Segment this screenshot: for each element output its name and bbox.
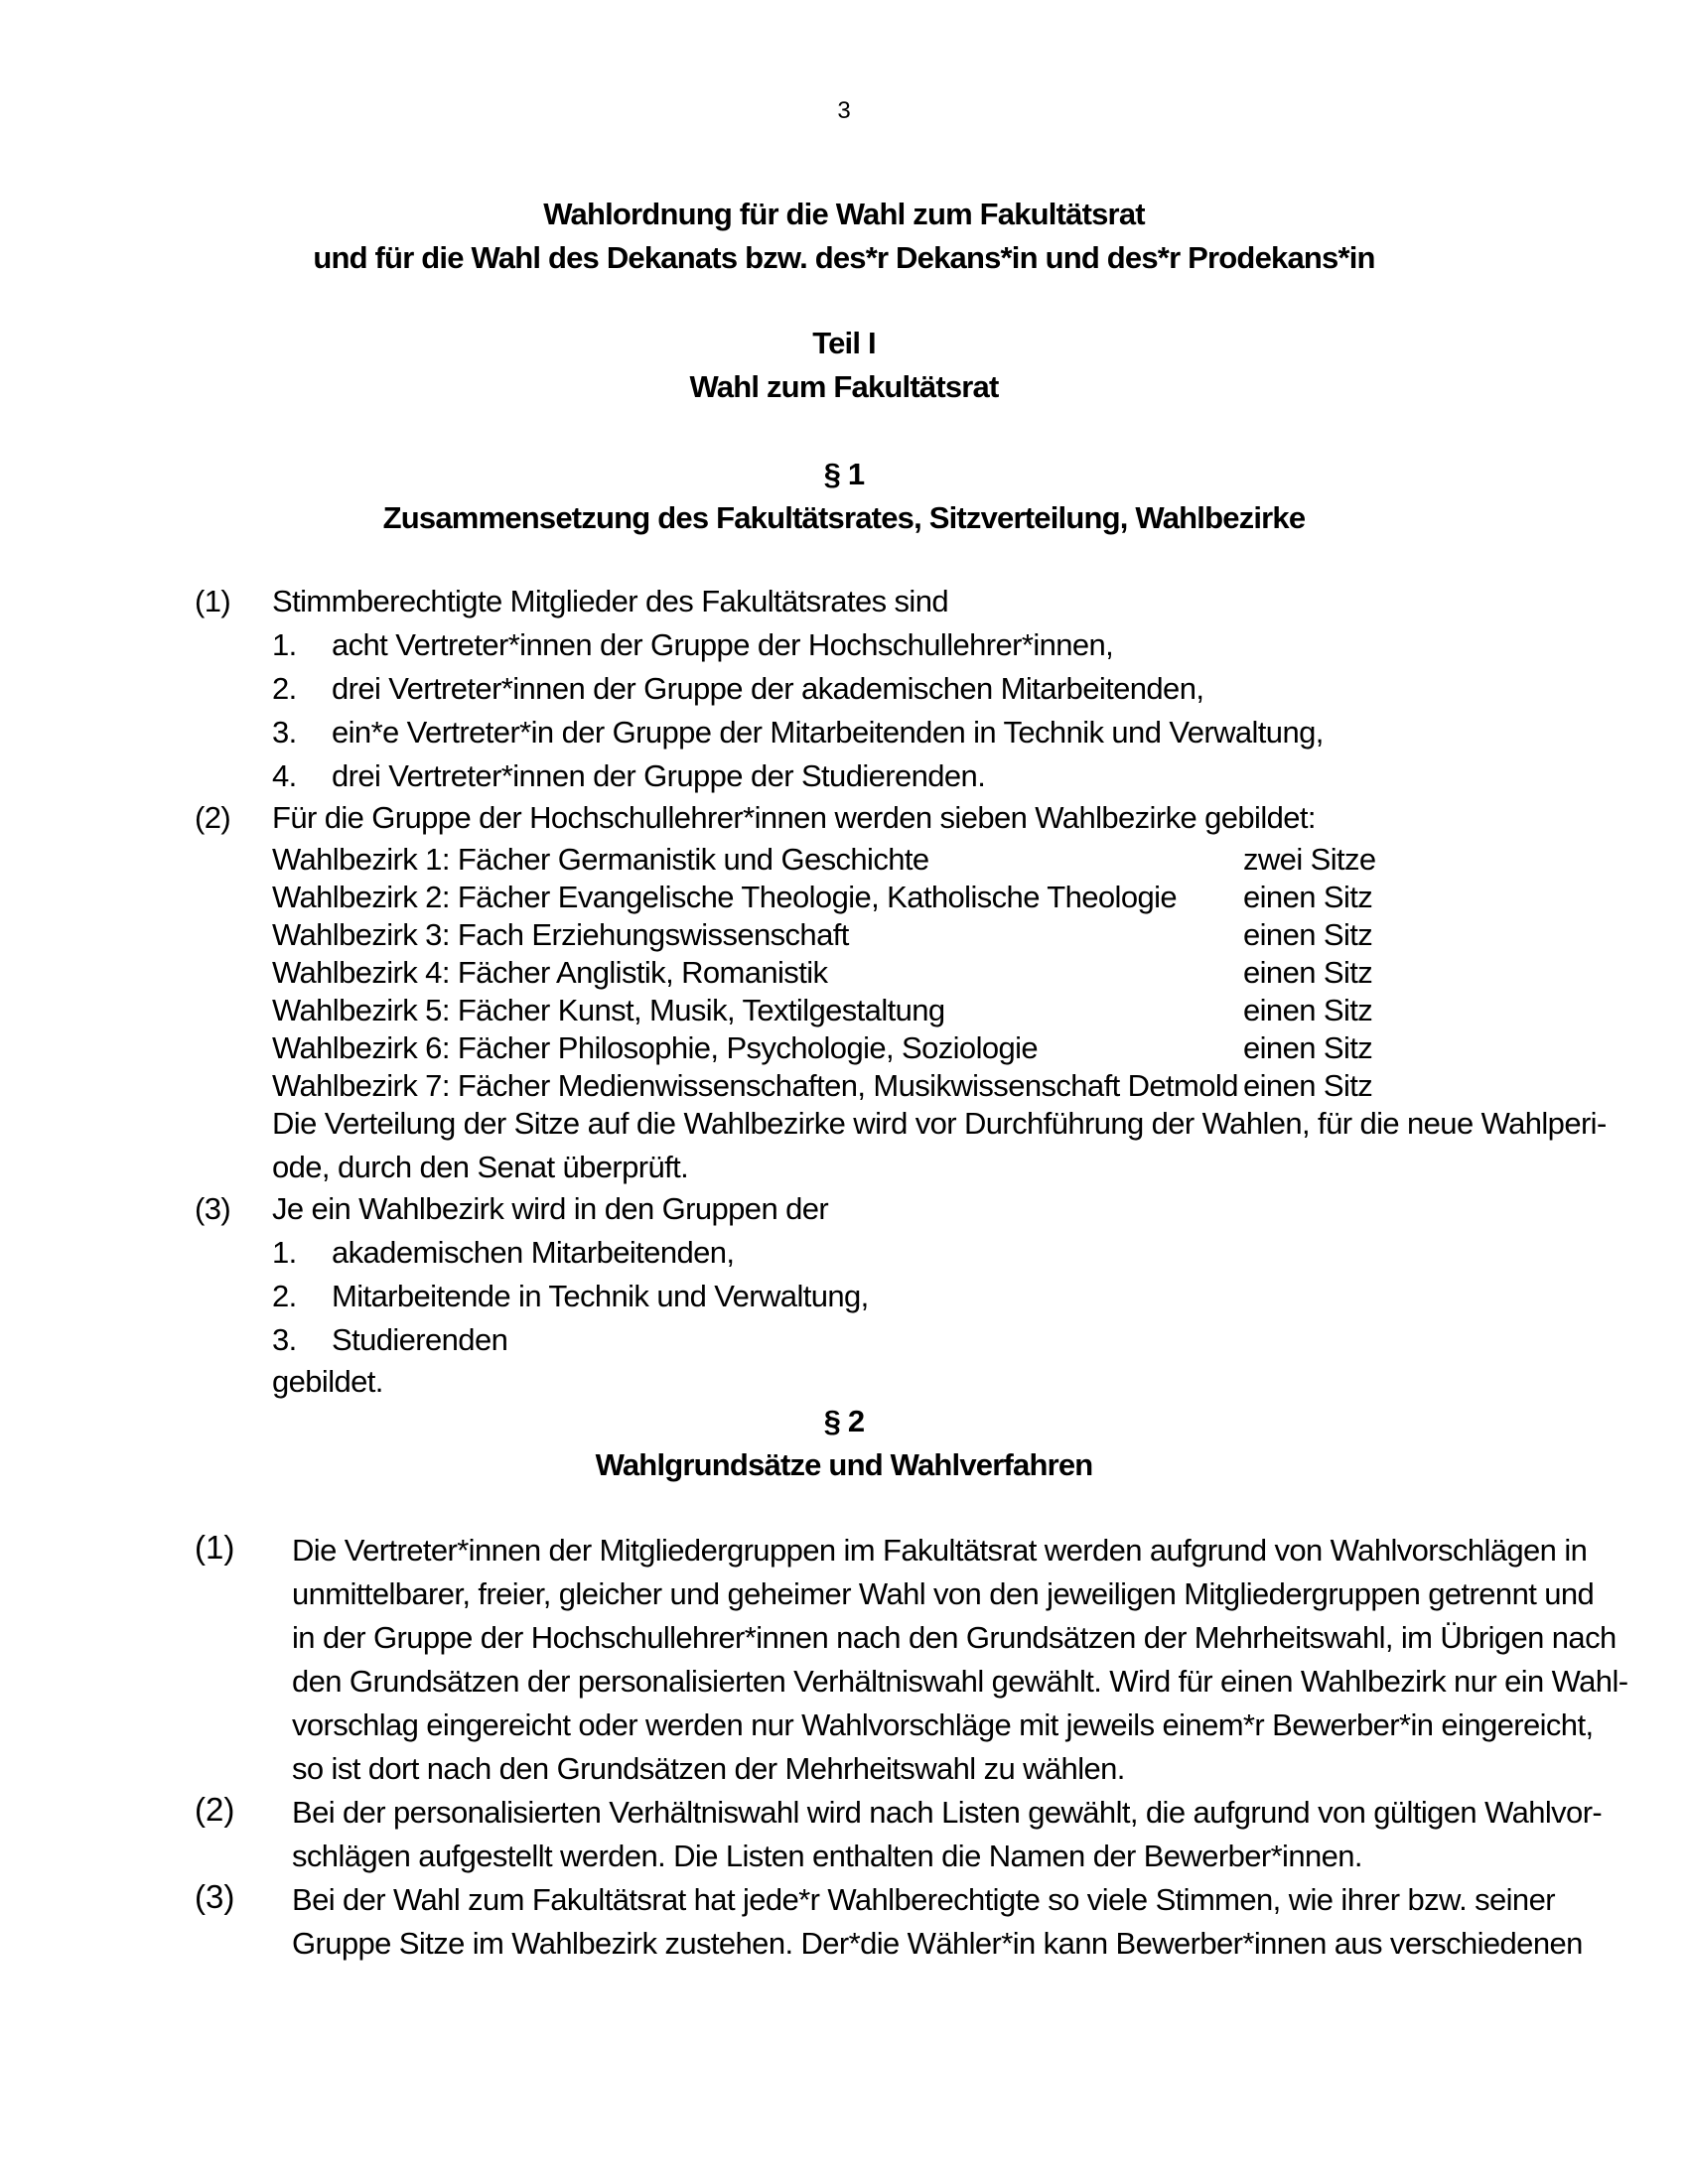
district-name: Wahlbezirk 2: Fächer Evangelische Theologie, Katholische Theologie <box>272 880 1178 914</box>
district-name: Wahlbezirk 5: Fächer Kunst, Musik, Textilgestaltung <box>272 993 945 1027</box>
district-name: Wahlbezirk 6: Fächer Philosophie, Psychologie, Soziologie <box>272 1030 1039 1065</box>
s2-p1-line: Die Vertreter*innen der Mitgliedergruppen im Fakultätsrat werden aufgrund von Wahlvorschlägen in <box>292 1533 1588 1568</box>
district-name: Wahlbezirk 1: Fächer Germanistik und Geschichte <box>272 842 929 877</box>
s1-p1-item-number: 2. <box>272 671 297 706</box>
s1-p1-item-text: ein*e Vertreter*in der Gruppe der Mitarbeitenden in Technik und Verwaltung, <box>332 715 1324 750</box>
district-seats: einen Sitz <box>1243 1030 1373 1065</box>
document-title-line1: Wahlordnung für die Wahl zum Fakultätsrat <box>543 197 1145 231</box>
district-seats: zwei Sitze <box>1243 842 1376 877</box>
s1-p2-text: Für die Gruppe der Hochschullehrer*innen werden sieben Wahlbezirke gebildet: <box>272 800 1316 835</box>
s1-p3-item-text: Studierenden <box>332 1322 508 1357</box>
s2-p3-line: Gruppe Sitze im Wahlbezirk zustehen. Der*die Wähler*in kann Bewerber*innen aus verschiedenen <box>292 1926 1583 1961</box>
s1-p3-number: (3) <box>195 1191 231 1226</box>
s2-p3-line: Bei der Wahl zum Fakultätsrat hat jede*r Wahlberechtigte so viele Stimmen, wie ihrer bzw. seiner <box>292 1882 1555 1917</box>
s1-p1-text: Stimmberechtigte Mitglieder des Fakultätsrates sind <box>272 584 948 618</box>
s2-p1-line: vorschlag eingereicht oder werden nur Wahlvorschläge mit jeweils einem*r Bewerber*in eingereicht, <box>292 1707 1594 1742</box>
s2-p1-body <box>292 1529 1628 1791</box>
section1-heading: Zusammensetzung des Fakultätsrates, Sitzverteilung, Wahlbezirke <box>382 500 1306 535</box>
s2-p2-number: (2) <box>195 1791 235 1828</box>
s1-p1-number: (1) <box>195 584 231 618</box>
district-name: Wahlbezirk 7: Fächer Medienwissenschaften, Musikwissenschaft Detmold <box>272 1068 1238 1103</box>
s1-p1-item-text: drei Vertreter*innen der Gruppe der Studierenden. <box>332 758 986 793</box>
page-number: 3 <box>837 97 851 124</box>
district-seats: einen Sitz <box>1243 993 1373 1027</box>
section2-symbol: § 2 <box>823 1404 865 1438</box>
s2-p1-line: den Grundsätzen der personalisierten Verhältniswahl gewählt. Wird für einen Wahlbezirk nur ein Wahl- <box>292 1664 1628 1699</box>
s1-p3-item-text: akademischen Mitarbeitenden, <box>332 1235 735 1270</box>
s1-p1-item-number: 1. <box>272 627 297 662</box>
s1-p3-text: Je ein Wahlbezirk wird in den Gruppen der <box>272 1191 829 1226</box>
s1-p3-item-number: 1. <box>272 1235 297 1270</box>
district-seats: einen Sitz <box>1243 917 1373 952</box>
s1-p3-item-number: 3. <box>272 1322 297 1357</box>
s2-p1-line: in der Gruppe der Hochschullehrer*innen nach den Grundsätzen der Mehrheitswahl, im Übrigen nach <box>292 1620 1617 1655</box>
s2-p1-number: (1) <box>195 1529 235 1566</box>
section2-heading: Wahlgrundsätze und Wahlverfahren <box>595 1447 1093 1482</box>
s1-p2-number: (2) <box>195 800 231 835</box>
s2-p1-line: unmittelbarer, freier, gleicher und geheimer Wahl von den jeweiligen Mitgliedergruppen getrennt und <box>292 1576 1595 1611</box>
s2-p3-number: (3) <box>195 1878 235 1915</box>
district-seats: einen Sitz <box>1243 1068 1373 1103</box>
s2-p3-body <box>292 1878 1583 1966</box>
district-seats: einen Sitz <box>1243 880 1373 914</box>
section1-symbol: § 1 <box>823 457 865 491</box>
s1-p3-item-number: 2. <box>272 1279 297 1313</box>
part-label: Teil I <box>812 326 876 360</box>
district-name: Wahlbezirk 4: Fächer Anglistik, Romanistik <box>272 955 828 990</box>
district-seats: einen Sitz <box>1243 955 1373 990</box>
s2-p2-line: Bei der personalisierten Verhältniswahl wird nach Listen gewählt, die aufgrund von gültigen Wahlvor- <box>292 1795 1603 1830</box>
s2-p1-line: so ist dort nach den Grundsätzen der Mehrheitswahl zu wählen. <box>292 1751 1125 1786</box>
s1-p1-item-text: acht Vertreter*innen der Gruppe der Hochschullehrer*innen, <box>332 627 1114 662</box>
s1-p3-item-text: Mitarbeitende in Technik und Verwaltung, <box>332 1279 869 1313</box>
s2-p2-line: schlägen aufgestellt werden. Die Listen enthalten die Namen der Bewerber*innen. <box>292 1839 1362 1873</box>
s2-p2-body <box>292 1791 1603 1878</box>
s1-p3-closing: gebildet. <box>272 1364 383 1399</box>
s1-p2-note-line2: ode, durch den Senat überprüft. <box>272 1150 689 1184</box>
s1-p1-item-number: 3. <box>272 715 297 750</box>
district-name: Wahlbezirk 3: Fach Erziehungswissenschaft <box>272 917 849 952</box>
part-heading: Wahl zum Fakultätsrat <box>689 369 999 404</box>
s1-p1-item-text: drei Vertreter*innen der Gruppe der akademischen Mitarbeitenden, <box>332 671 1204 706</box>
document-title-line2: und für die Wahl des Dekanats bzw. des*r Dekans*in und des*r Prodekans*in <box>313 240 1375 275</box>
s1-p2-note-line1: Die Verteilung der Sitze auf die Wahlbezirke wird vor Durchführung der Wahlen, für die neue Wahlperi- <box>272 1106 1607 1141</box>
s1-p1-item-number: 4. <box>272 758 297 793</box>
